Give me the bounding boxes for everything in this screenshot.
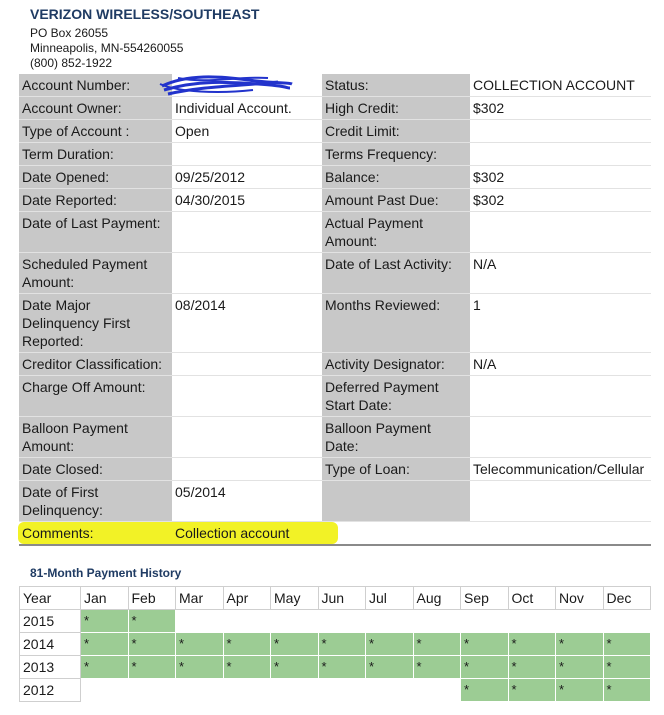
account-row <box>19 189 651 212</box>
account-row <box>19 97 651 120</box>
field-value: N/A <box>470 353 651 376</box>
comments-value: Collection account <box>172 522 651 546</box>
history-cell-empty <box>603 610 651 633</box>
history-cell-empty <box>366 679 414 702</box>
field-label: Deferred Payment Start Date: <box>322 376 470 417</box>
account-row <box>19 376 651 417</box>
history-cell-reported: * <box>128 610 176 633</box>
history-cell-reported: * <box>128 633 176 656</box>
field-value: $302 <box>470 97 651 120</box>
history-cell-empty <box>318 610 366 633</box>
field-value: 04/30/2015 <box>172 189 322 212</box>
field-value: Telecommunication/Cellular <box>470 458 651 481</box>
field-value <box>470 212 651 253</box>
account-row <box>19 74 651 97</box>
field-value: 09/25/2012 <box>172 166 322 189</box>
account-row <box>19 458 651 481</box>
field-value <box>172 253 322 294</box>
field-value: 05/2014 <box>172 481 322 522</box>
payment-history-table <box>19 586 651 702</box>
month-header: Sep <box>461 587 509 610</box>
field-value: COLLECTION ACCOUNT <box>470 74 651 97</box>
history-cell-empty <box>271 610 319 633</box>
field-label <box>322 481 470 522</box>
account-row <box>19 353 651 376</box>
field-value <box>172 458 322 481</box>
history-cell-reported: * <box>461 679 509 702</box>
history-cell-reported: * <box>508 633 556 656</box>
history-year: 2012 <box>20 679 81 702</box>
comments-row <box>19 522 651 546</box>
history-cell-reported: * <box>318 656 366 679</box>
comments-label: Comments: <box>19 522 172 546</box>
history-cell-reported: * <box>223 656 271 679</box>
field-label: Months Reviewed: <box>322 294 470 353</box>
month-header: May <box>271 587 319 610</box>
creditor-address-line-2: Minneapolis, MN-554260055 <box>30 41 184 55</box>
history-cell-reported: * <box>318 633 366 656</box>
history-cell-reported: * <box>176 633 224 656</box>
field-value <box>470 417 651 458</box>
history-cell-reported: * <box>223 633 271 656</box>
history-cell-empty <box>413 679 461 702</box>
field-value: Individual Account. <box>172 97 322 120</box>
field-label: Date of Last Activity: <box>322 253 470 294</box>
history-cell-reported: * <box>508 679 556 702</box>
history-cell-reported: * <box>556 656 604 679</box>
history-cell-reported: * <box>81 610 129 633</box>
field-label: Credit Limit: <box>322 120 470 143</box>
history-header-row <box>20 587 651 610</box>
field-label: Date of First Delinquency: <box>19 481 172 522</box>
field-label: Balance: <box>322 166 470 189</box>
history-cell-empty <box>413 610 461 633</box>
history-cell-empty <box>223 679 271 702</box>
history-cell-reported: * <box>556 679 604 702</box>
history-year: 2014 <box>20 633 81 656</box>
month-header: Apr <box>223 587 271 610</box>
history-cell-reported: * <box>556 633 604 656</box>
month-header: Jan <box>81 587 129 610</box>
field-label: Date Major Delinquency First Reported: <box>19 294 172 353</box>
field-value: $302 <box>470 166 651 189</box>
field-label: Scheduled Payment Amount: <box>19 253 172 294</box>
history-cell-reported: * <box>508 656 556 679</box>
field-label: Date Closed: <box>19 458 172 481</box>
field-value <box>172 353 322 376</box>
history-cell-empty <box>81 679 129 702</box>
field-value: $302 <box>470 189 651 212</box>
field-label: Account Number: <box>19 74 172 97</box>
account-row <box>19 253 651 294</box>
year-header: Year <box>20 587 81 610</box>
field-label: Status: <box>322 74 470 97</box>
account-row <box>19 294 651 353</box>
payment-history-title: 81-Month Payment History <box>30 566 182 580</box>
month-header: Jun <box>318 587 366 610</box>
field-value <box>172 143 322 166</box>
history-cell-reported: * <box>366 633 414 656</box>
field-value <box>172 212 322 253</box>
field-label: Account Owner: <box>19 97 172 120</box>
history-cell-reported: * <box>461 656 509 679</box>
history-cell-empty <box>128 679 176 702</box>
history-year: 2013 <box>20 656 81 679</box>
history-cell-empty <box>176 610 224 633</box>
field-value <box>470 120 651 143</box>
creditor-name: VERIZON WIRELESS/SOUTHEAST <box>30 6 260 22</box>
field-value: Open <box>172 120 322 143</box>
history-cell-empty <box>271 679 319 702</box>
account-row <box>19 120 651 143</box>
creditor-address-line-1: PO Box 26055 <box>30 26 109 40</box>
field-label: Balloon Payment Amount: <box>19 417 172 458</box>
field-label: Balloon Payment Date: <box>322 417 470 458</box>
history-cell-reported: * <box>413 633 461 656</box>
field-label: Terms Frequency: <box>322 143 470 166</box>
account-row <box>19 166 651 189</box>
history-cell-reported: * <box>81 633 129 656</box>
field-label: Date Opened: <box>19 166 172 189</box>
history-cell-empty <box>461 610 509 633</box>
month-header: Dec <box>603 587 651 610</box>
history-cell-reported: * <box>603 656 651 679</box>
field-value <box>172 417 322 458</box>
history-cell-reported: * <box>413 656 461 679</box>
field-label: Activity Designator: <box>322 353 470 376</box>
history-cell-reported: * <box>271 633 319 656</box>
field-label: Creditor Classification: <box>19 353 172 376</box>
account-row <box>19 481 651 522</box>
field-label: Date of Last Payment: <box>19 212 172 253</box>
month-header: Feb <box>128 587 176 610</box>
field-label: Amount Past Due: <box>322 189 470 212</box>
history-year-row <box>20 633 651 656</box>
redaction-scribble <box>158 72 296 98</box>
history-cell-reported: * <box>176 656 224 679</box>
creditor-info <box>30 6 259 71</box>
creditor-phone: (800) 852-1922 <box>30 56 113 70</box>
field-label: Term Duration: <box>19 143 172 166</box>
history-cell-reported: * <box>603 679 651 702</box>
field-value <box>470 376 651 417</box>
account-details-table <box>19 74 651 546</box>
history-year-row <box>20 679 651 702</box>
history-cell-empty <box>366 610 414 633</box>
field-value: 08/2014 <box>172 294 322 353</box>
account-row <box>19 417 651 458</box>
field-label: Type of Account : <box>19 120 172 143</box>
history-cell-empty <box>556 610 604 633</box>
field-label: Actual Payment Amount: <box>322 212 470 253</box>
field-value <box>470 481 651 522</box>
month-header: Mar <box>176 587 224 610</box>
month-header: Jul <box>366 587 414 610</box>
history-cell-empty <box>223 610 271 633</box>
history-cell-reported: * <box>461 633 509 656</box>
history-year-row <box>20 656 651 679</box>
field-label: High Credit: <box>322 97 470 120</box>
history-cell-reported: * <box>603 633 651 656</box>
field-value <box>470 143 651 166</box>
month-header: Nov <box>556 587 604 610</box>
history-cell-empty <box>318 679 366 702</box>
history-cell-reported: * <box>366 656 414 679</box>
history-cell-reported: * <box>81 656 129 679</box>
history-cell-reported: * <box>271 656 319 679</box>
field-value: 1 <box>470 294 651 353</box>
account-row <box>19 143 651 166</box>
history-year: 2015 <box>20 610 81 633</box>
field-label: Charge Off Amount: <box>19 376 172 417</box>
field-label: Type of Loan: <box>322 458 470 481</box>
history-cell-empty <box>176 679 224 702</box>
history-cell-empty <box>508 610 556 633</box>
month-header: Oct <box>508 587 556 610</box>
history-cell-reported: * <box>128 656 176 679</box>
field-value <box>172 376 322 417</box>
field-label: Date Reported: <box>19 189 172 212</box>
month-header: Aug <box>413 587 461 610</box>
account-row <box>19 212 651 253</box>
history-year-row <box>20 610 651 633</box>
field-value: N/A <box>470 253 651 294</box>
